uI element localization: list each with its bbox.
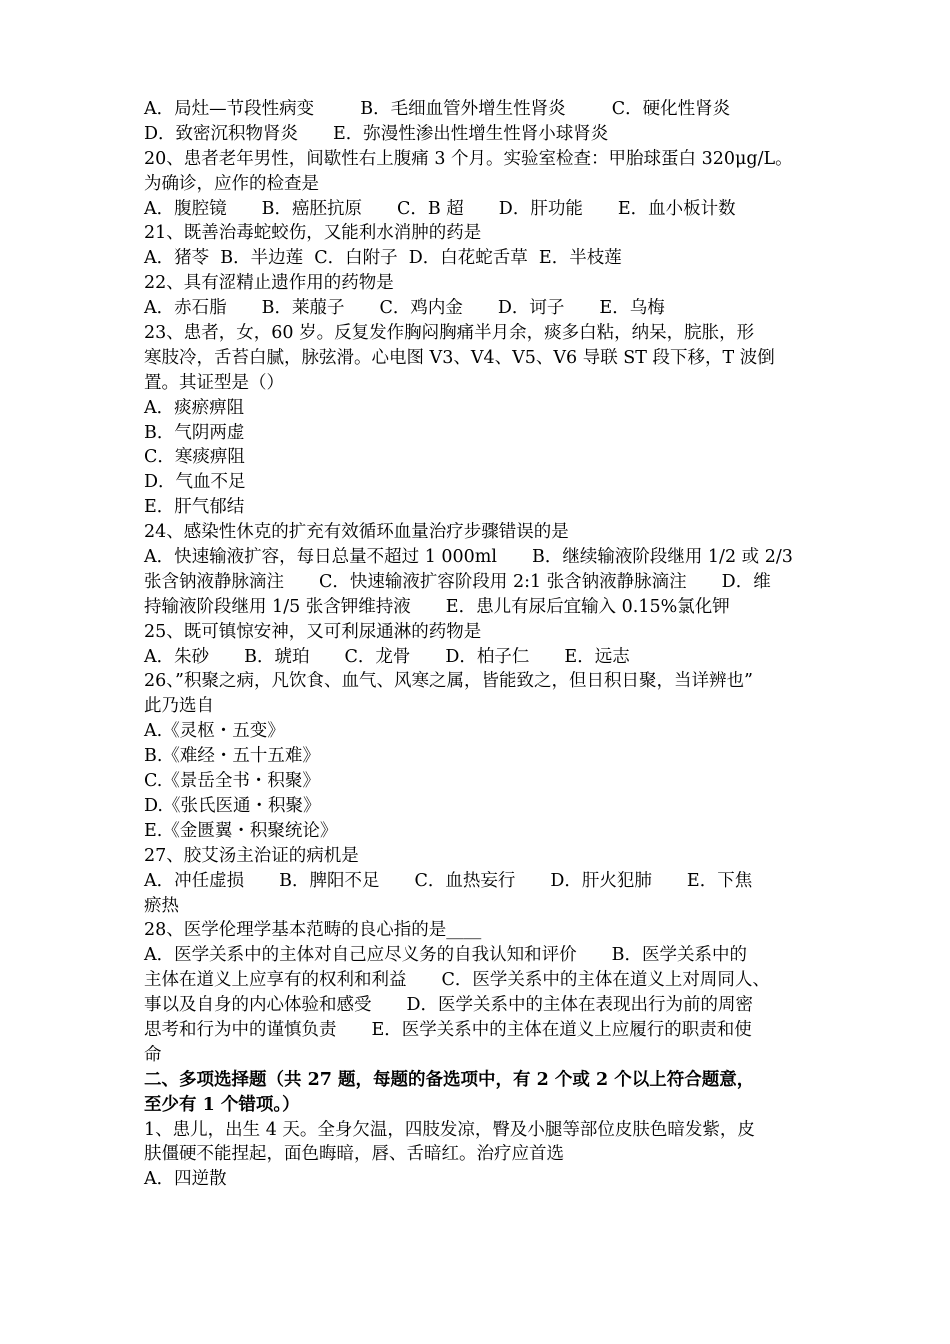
section-heading-line: 二、多项选择题（共 27 题，每题的备选项中，有 2 个或 2 个以上符合题意，: [144, 1069, 755, 1090]
text-line: A．局灶—节段性病变 B．毛细血管外增生性肾炎 C．硬化性肾炎: [144, 99, 731, 119]
text-line: 命: [144, 1044, 162, 1065]
options-line: A．腹腔镜 B．癌胚抗原 C．B 超 D．肝功能 E．血小板计数: [144, 198, 736, 219]
options-line: A．冲任虚损 B．脾阳不足 C．血热妄行 D．肝火犯肺 E．下焦: [144, 870, 753, 891]
question-21: 21、既善治毒蛇蛟伤，又能利水消肿的药是: [144, 223, 482, 244]
question-1: 1、患儿，出生 4 天。全身欠温，四肢发凉，臀及小腿等部位皮肤色暗发紫，皮: [144, 1119, 755, 1140]
option-item: A．四逆散: [144, 1169, 227, 1190]
option-item: E.《金匮翼・积聚统论》: [144, 820, 338, 841]
text-line: 张含钠液静脉滴注 C．快速输液扩容阶段用 2:1 张含钠液静脉滴注 D．维: [144, 571, 771, 592]
question-22: 22、具有涩精止遗作用的药物是: [144, 273, 394, 294]
question-27: 27、胶艾汤主治证的病机是: [144, 845, 359, 866]
text-line: 此乃选自: [144, 696, 214, 717]
option-item: E．肝气郁结: [144, 497, 245, 518]
text-line: 为确诊，应作的检查是: [144, 173, 319, 194]
question-block: [144, 97, 814, 1068]
text-line: 持输液阶段继用 1/5 张含钾维持液 E．患儿有尿后宜输入 0.15%氯化钾: [144, 596, 730, 617]
question-block: [144, 1118, 814, 1193]
question-25: 25、既可镇惊安神，又可利尿通淋的药物是: [144, 621, 482, 642]
section-heading: [144, 1068, 814, 1118]
question-20: 20、患者老年男性，间歇性右上腹痛 3 个月。实验室检查：甲胎球蛋白 320μg/L。: [144, 148, 793, 169]
text-line: 事以及自身的内心体验和感受 D．医学关系中的主体在表现出行为前的周密: [144, 995, 754, 1016]
option-item: C．寒痰痹阻: [144, 447, 245, 468]
question-23: 23、患者，女，60 岁。反复发作胸闷胸痛半月余，痰多白粘，纳呆，脘胀，形: [144, 323, 755, 344]
text-line: 置。其证型是（）: [144, 372, 284, 393]
options-line: A．猪苓 B．半边莲 C．白附子 D．白花蛇舌草 E．半枝莲: [144, 248, 622, 269]
option-item: D．气血不足: [144, 472, 246, 493]
option-item: D.《张氏医通・积聚》: [144, 795, 321, 816]
text-line: A．快速输液扩容，每日总量不超过 1 000ml B．继续输液阶段继用 1/2 或 2/3: [144, 547, 793, 568]
section-heading-line: 至少有 1 个错项。）: [144, 1094, 300, 1115]
text-line: 主体在道义上应享有的权利和利益 C．医学关系中的主体在道义上对周同人、: [144, 970, 770, 991]
text-line: 寒肢冷，舌苔白腻，脉弦滑。心电图 V3、V4、V5、V6 导联 ST 段下移，T 波倒: [144, 347, 775, 368]
text-line: 思考和行为中的谨慎负责 E．医学关系中的主体在道义上应履行的职责和使: [144, 1019, 752, 1040]
option-item: B．气阴两虚: [144, 422, 245, 443]
option-item: A.《灵枢・五变》: [144, 721, 285, 742]
option-item: B.《难经・五十五难》: [144, 746, 320, 767]
options-line: A．赤石脂 B．莱菔子 C．鸡内金 D．诃子 E．乌梅: [144, 298, 665, 319]
text-line: 肤僵硬不能捏起，面色晦暗，唇、舌暗红。治疗应首选: [144, 1144, 564, 1165]
question-24: 24、感染性休克的扩充有效循环血量治疗步骤错误的是: [144, 522, 569, 543]
document-page: [144, 97, 814, 1192]
question-26: 26、”积聚之病，凡饮食、血气、风寒之属，皆能致之，但日积日聚，当详辨也”: [144, 671, 753, 692]
text-line: D．致密沉积物肾炎 E．弥漫性渗出性增生性肾小球肾炎: [144, 123, 609, 144]
options-line: A．朱砂 B．琥珀 C．龙骨 D．柏子仁 E．远志: [144, 646, 630, 667]
text-line: 瘀热: [144, 895, 179, 916]
option-item: C.《景岳全书・积聚》: [144, 771, 320, 792]
text-line: A．医学关系中的主体对自己应尽义务的自我认知和评价 B．医学关系中的: [144, 945, 747, 966]
question-28: 28、医学伦理学基本范畴的良心指的是____: [144, 920, 482, 941]
option-item: A．痰瘀痹阻: [144, 397, 245, 418]
